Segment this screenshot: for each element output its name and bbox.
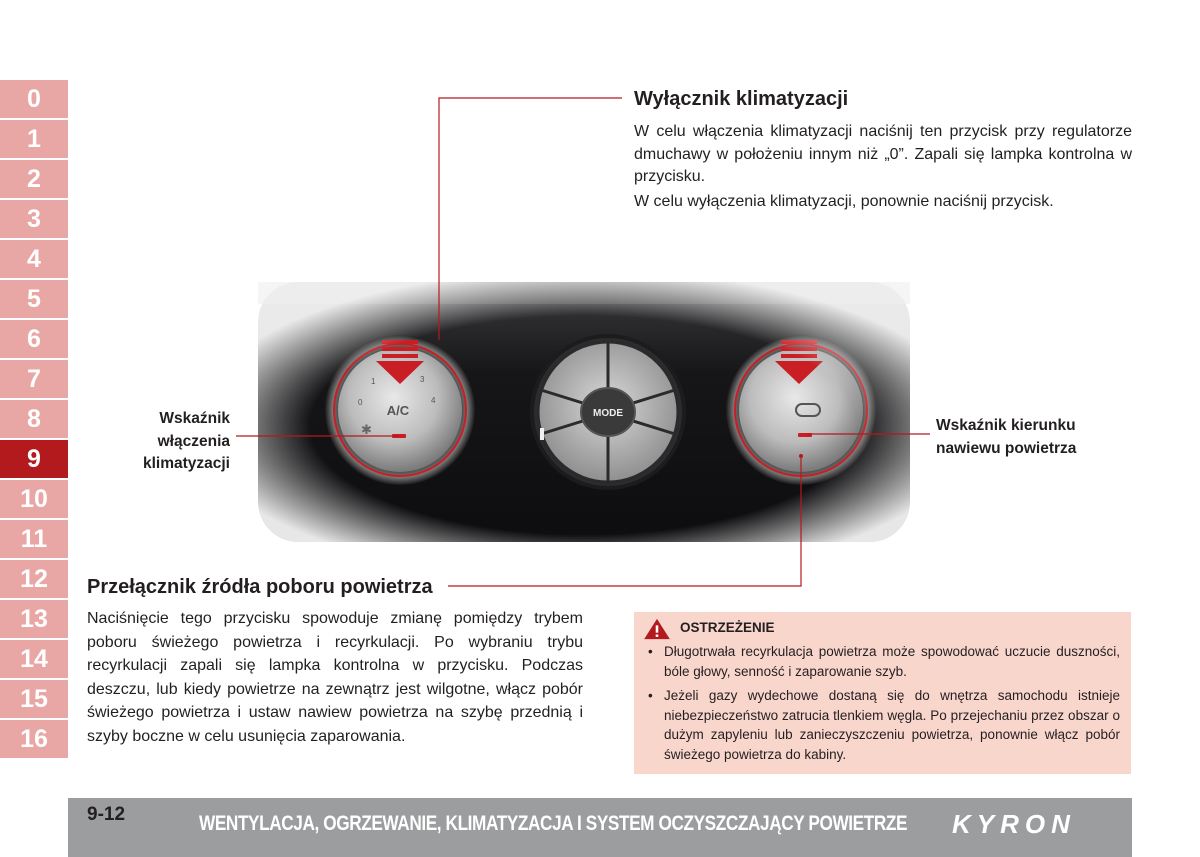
chapter-tab-7[interactable]: 7 (0, 360, 68, 398)
chapter-tab-14[interactable]: 14 (0, 640, 68, 678)
recirculation-paragraph: Naciśnięcie tego przycisku spowoduje zmianę pomiędzy trybem poboru świeżego powietrza i recyrkulacji. Po wybraniu trybu recyrkulacji zapali się lampka kontrolna w przycisku. Podczas deszczu, lub kiedy powietrze na zewnątrz jest wilgotne, włącz pobór świeżego powietrza i ustaw nawiew powietrza na szybę przednią i szyby boczne w celu usunięcia zaparowania. (87, 610, 583, 745)
chapter-tab-1[interactable]: 1 (0, 120, 68, 158)
warning-item: • Jeżeli gazy wydechowe dostaną się do wnętrza samochodu istnieje niebezpieczeństwo zatrucia tlenkiem węgla. Po przejechaniu przez obszar o dużym zapyleniu lub zanieczyszczeniu powietrza, ponownie włącz pobór świeżego powietrza do kabiny. (648, 688, 1120, 762)
chapter-tab-0[interactable]: 0 (0, 80, 68, 118)
header-watermark (0, 28, 250, 68)
chapter-tab-16[interactable]: 16 (0, 720, 68, 758)
warning-item: • Długotrwała recyrkulacja powietrza może spowodować uczucie duszności, bóle głowy, senność i zaparowanie szyb. (648, 644, 1120, 679)
chapter-tab-8[interactable]: 8 (0, 400, 68, 438)
chapter-tab-10[interactable]: 10 (0, 480, 68, 518)
warning-list (646, 642, 1120, 769)
chapter-tab-5[interactable]: 5 (0, 280, 68, 318)
ac-switch-heading: Wyłącznik klimatyzacji (634, 88, 849, 110)
chapter-tab-11[interactable]: 11 (0, 520, 68, 558)
warning-box (634, 612, 1131, 774)
chapter-tab-2[interactable]: 2 (0, 160, 68, 198)
chapter-tab-9-active[interactable]: 9 (0, 440, 68, 478)
ac-indicator-label: Wskaźnik włączenia klimatyzacji (142, 410, 230, 472)
chapter-tab-6[interactable]: 6 (0, 320, 68, 358)
chapter-tab-12[interactable]: 12 (0, 560, 68, 598)
chapter-tab-4[interactable]: 4 (0, 240, 68, 278)
chapter-tab-15[interactable]: 15 (0, 680, 68, 718)
page-footer (68, 798, 1132, 857)
ac-switch-paragraph-2: W celu wyłączenia klimatyzacji, ponownie naciśnij przycisk. (634, 193, 1054, 210)
chapter-title: WENTYLACJA, OGRZEWANIE, KLIMATYZACJA I SYSTEM OCZYSZCZAJĄCY POWIETRZE (199, 812, 908, 835)
air-direction-indicator-label: Wskaźnik kierunku nawiewu powietrza (936, 417, 1077, 457)
warning-title: OSTRZEŻENIE (680, 620, 775, 635)
chapter-tab-13[interactable]: 13 (0, 600, 68, 638)
warning-triangle-icon (642, 618, 672, 640)
climate-control-panel-photo (258, 282, 910, 542)
page-number: 9-12 (87, 804, 126, 825)
kyron-logo (952, 810, 1122, 840)
ac-switch-paragraph-1: W celu włączenia klimatyzacji naciśnij ten przycisk przy regulatorze dmuchawy w położeniu innym niż „0”. Zapali się lampka kontrolna w przycisku. (634, 123, 1132, 185)
recirculation-heading: Przełącznik źródła poboru powietrza (87, 576, 433, 598)
chapter-tab-3[interactable]: 3 (0, 200, 68, 238)
svg-text:KYRON: KYRON (952, 810, 1076, 839)
